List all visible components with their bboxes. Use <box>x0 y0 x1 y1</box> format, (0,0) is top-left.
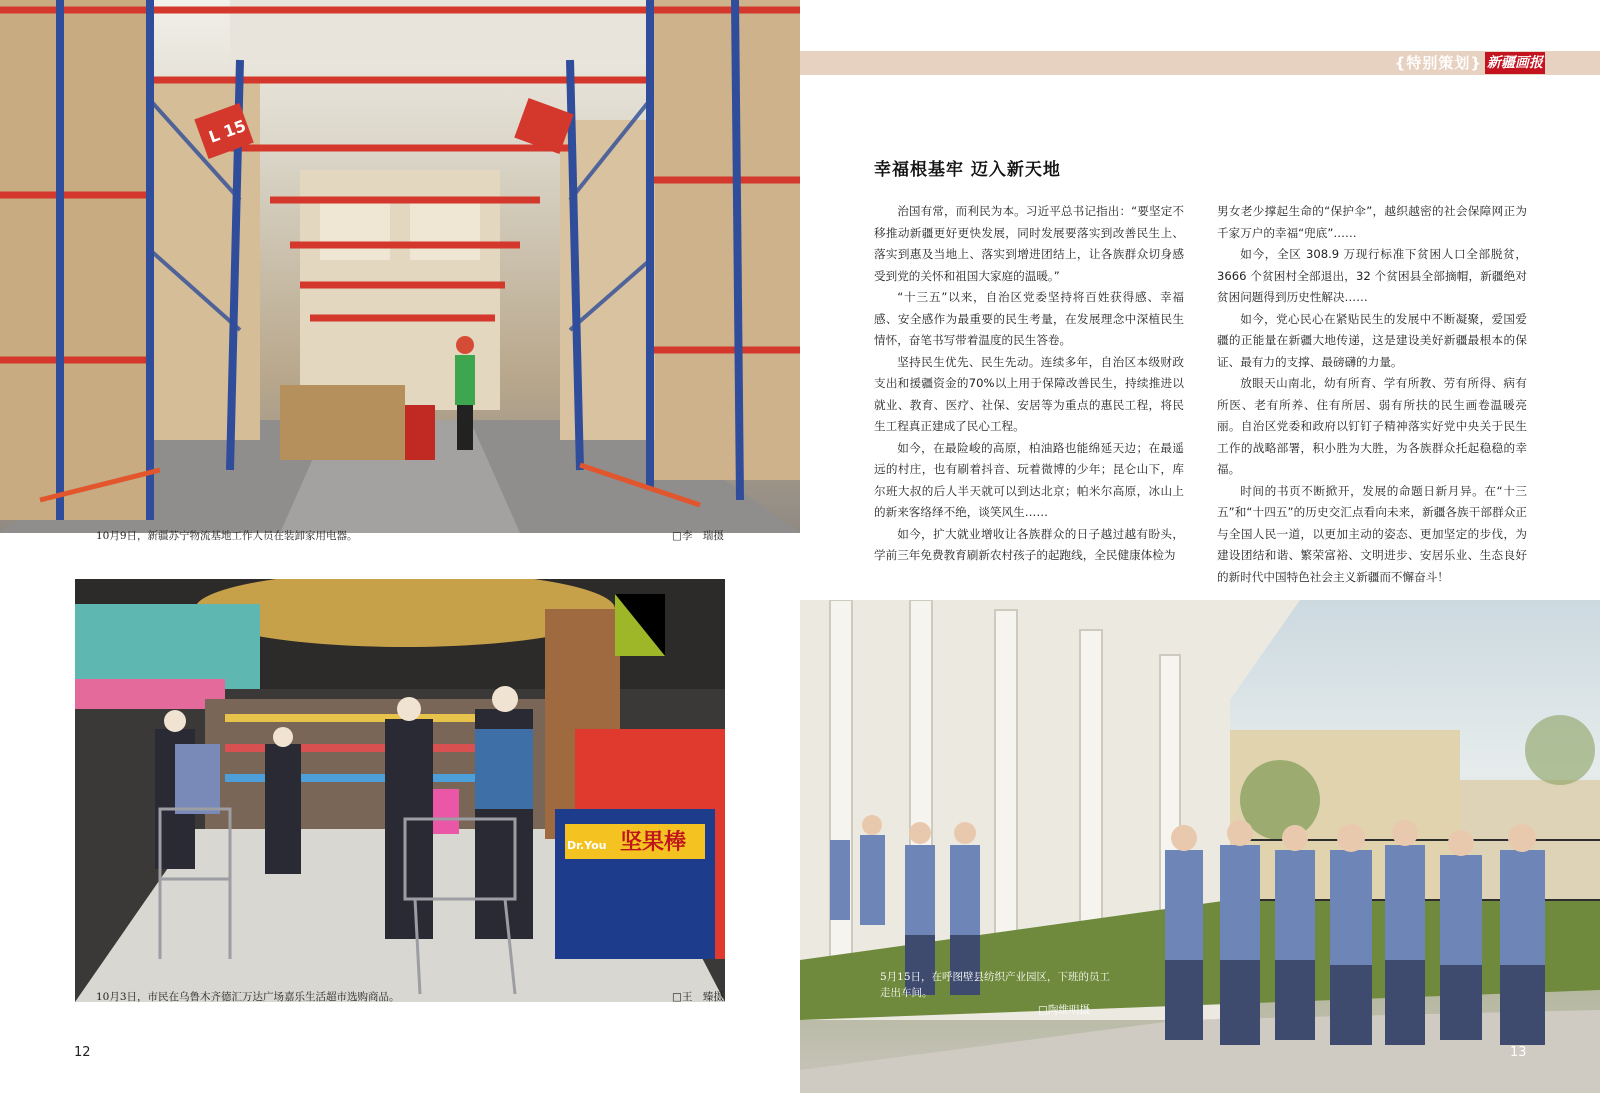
display-sign-text: 坚果棒 <box>620 830 687 855</box>
workers-photo <box>800 600 1600 1093</box>
page-number-right: 13 <box>1510 1045 1527 1060</box>
article-paragraph: 时间的书页不断掀开，发展的命题日新月异。在“十三五”和“十四五”的历史交汇点看向未来，新疆各族干部群众正与全国人民一道，以更加主动的姿态、更加坚定的步伐，为建设团结和谐、繁荣富裕、文明进步、安居乐业、生态良好的新时代中国特色社会主义新疆而不懈奋斗！ <box>1217 483 1527 584</box>
supermarket-credit: □王 臻摄 <box>672 991 724 1003</box>
workers-scene <box>800 600 1600 1093</box>
supermarket-scene <box>75 579 725 1002</box>
article-paragraph: 如今，党心民心在紧贴民生的发展中不断凝聚，爱国爱疆的正能量在新疆大地传递，这是建设美好新疆最根本的保证、最有力的支撑、最磅礴的力量。 <box>1217 311 1527 369</box>
article-title: 幸福根基牢 迈入新天地 <box>874 160 1061 180</box>
article-paragraph: 治国有常，而利民为本。习近平总书记指出：“要坚定不移推动新疆更好更快发展，同时发展要落实到改善民生上、落实到惠及当地上、落实到增进团结上，让各族群众切身感受到党的关怀和祖国大家庭的温暖。” <box>874 204 1184 283</box>
workers-caption: 5月15日，在呼图壁县纺织产业园区，下班的员工走出车间。 <box>880 971 1111 999</box>
article-paragraph: 放眼天山南北，幼有所育、学有所教、劳有所得、病有所医、老有所养、住有所居、弱有所扶的民生画卷温暖亮丽。自治区党委和政府以钉钉子精神落实好党中央关于民生工作的战略部署，积小胜为大胜，为各族群众托起稳稳的幸福。 <box>1217 376 1527 476</box>
article-paragraph: 如今，扩大就业增收让各族群众的日子越过越有盼头，学前三年免费教育刷新农村孩子的起跑线，全民健康体检为 <box>874 526 1184 562</box>
page-number-left: 12 <box>74 1045 91 1060</box>
article-paragraph: 如今，全区 308.9 万现行标准下贫困人口全部脱贫，3666 个贫困村全部退出，32 个贫困县全部摘帽，新疆绝对贫困问题得到历史性解决…… <box>1217 247 1527 304</box>
workers-credit: □陶维明摄 <box>1038 1004 1090 1016</box>
display-brand-text: Dr.You <box>567 839 607 852</box>
article-paragraph: “十三五”以来，自治区党委坚持将百姓获得感、幸福感、安全感作为最重要的民生考量，在发展理念中深植民生情怀，奋笔书写带着温度的民生答卷。 <box>874 290 1184 347</box>
article-paragraph: 男女老少撑起生命的“保护伞”，越织越密的社会保障网正为千家万户的幸福“兜底”…… <box>1217 204 1527 240</box>
supermarket-photo <box>75 579 725 1002</box>
warehouse-credit: □李 瑞摄 <box>672 530 724 542</box>
article-paragraph: 如今，在最险峻的高原，柏油路也能绵延天边；在最遥远的村庄，也有刷着抖音、玩着微博的少年；昆仑山下，库尔班大叔的后人半天就可以到达北京；帕米尔高原，冰山上的新来客络绎不绝，谈笑风生…… <box>874 440 1184 519</box>
article-column-1 <box>874 201 1184 567</box>
article-paragraph: 坚持民生优先、民生先动。连续多年，自治区本级财政支出和援疆资金的70%以上用于保障改善民生，持续推进以就业、教育、医疗、社保、安居等为重点的惠民工程，将民生工程真正建成了民心工程。 <box>874 354 1184 433</box>
supermarket-caption: 10月3日，市民在乌鲁木齐德汇万达广场嘉乐生活超市选购商品。 <box>96 991 400 1003</box>
warehouse-photo <box>0 0 800 533</box>
warehouse-scene <box>0 0 800 533</box>
section-tag: {特别策划} <box>1394 54 1482 72</box>
warehouse-caption: 10月9日，新疆苏宁物流基地工作人员在装卸家用电器。 <box>96 530 358 542</box>
magazine-logo: 新疆画报 <box>1485 52 1545 74</box>
article-column-2 <box>1217 201 1527 588</box>
rack-label: L 15 <box>206 115 249 147</box>
